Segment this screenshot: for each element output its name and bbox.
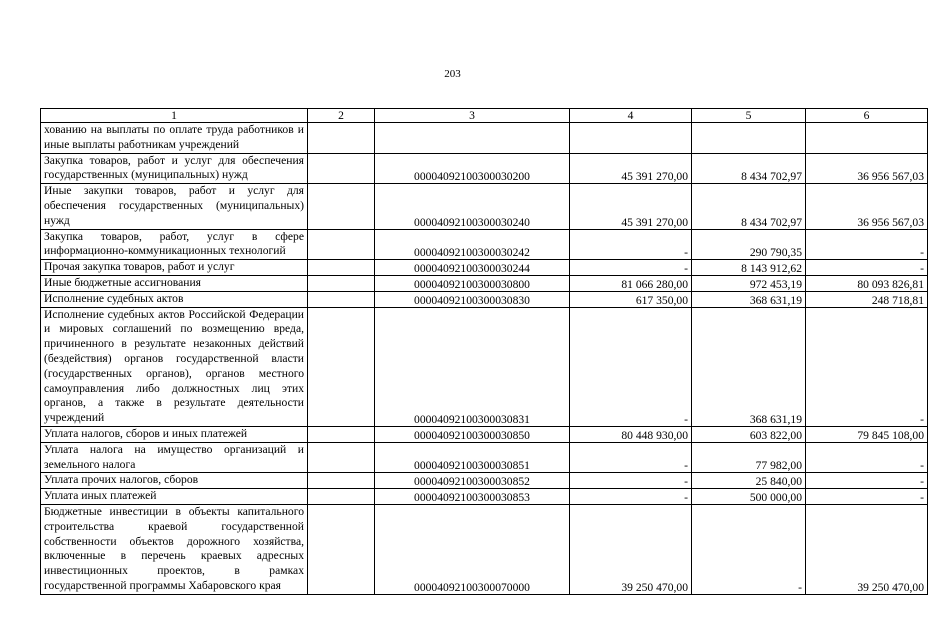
row-value-4: 45 391 270,00 xyxy=(570,184,692,229)
row-value-5: 500 000,00 xyxy=(692,489,806,505)
row-value-4: - xyxy=(570,229,692,260)
row-value-5: 25 840,00 xyxy=(692,473,806,489)
row-value-4: 45 391 270,00 xyxy=(570,153,692,184)
row-name: Иные бюджетные ассигнования xyxy=(41,275,308,291)
column-header-3: 3 xyxy=(375,109,570,123)
row-name: Уплата налогов, сборов и иных платежей xyxy=(41,426,308,442)
row-name: Закупка товаров, работ и услуг для обеспечения государственных (муниципальных) нужд xyxy=(41,153,308,184)
row-value-5: 77 982,00 xyxy=(692,442,806,473)
row-value-4: 39 250 470,00 xyxy=(570,504,692,594)
table-row xyxy=(41,442,928,473)
row-value-6 xyxy=(806,123,928,154)
row-value-6: - xyxy=(806,473,928,489)
row-name: Иные закупки товаров, работ и услуг для обеспечения государственных (муниципальных) нужд xyxy=(41,184,308,229)
budget-table xyxy=(40,108,928,595)
row-name: Прочая закупка товаров, работ и услуг xyxy=(41,260,308,276)
row-value-6: 36 956 567,03 xyxy=(806,184,928,229)
row-value-4: 80 448 930,00 xyxy=(570,426,692,442)
row-value-4: 81 066 280,00 xyxy=(570,275,692,291)
row-value-6: 248 718,81 xyxy=(806,291,928,307)
row-name: хованию на выплаты по оплате труда работников и иные выплаты работникам учреждений xyxy=(41,123,308,154)
row-value-6: - xyxy=(806,260,928,276)
row-code: 00004092100300030851 xyxy=(375,442,570,473)
row-name: Бюджетные инвестиции в объекты капитального строительства краевой государственной собственности объектов дорожного хозяйства, включенные в перечень краевых адресных инвестиционных проектов, в рамках государственной программы Хабаровского края xyxy=(41,504,308,594)
row-value-5: 290 790,35 xyxy=(692,229,806,260)
row-value-5: 603 822,00 xyxy=(692,426,806,442)
row-col2 xyxy=(308,260,375,276)
table-row xyxy=(41,153,928,184)
table-row xyxy=(41,504,928,594)
row-value-4: 617 350,00 xyxy=(570,291,692,307)
row-value-4: - xyxy=(570,489,692,505)
row-name: Исполнение судебных актов xyxy=(41,291,308,307)
row-value-5 xyxy=(692,123,806,154)
column-header-1: 1 xyxy=(41,109,308,123)
row-value-5: - xyxy=(692,504,806,594)
row-col2 xyxy=(308,229,375,260)
row-code: 00004092100300030244 xyxy=(375,260,570,276)
column-header-5: 5 xyxy=(692,109,806,123)
row-col2 xyxy=(308,307,375,426)
row-code: 00004092100300030830 xyxy=(375,291,570,307)
page-number: 203 xyxy=(444,68,461,80)
table-row xyxy=(41,260,928,276)
row-value-5: 8 434 702,97 xyxy=(692,184,806,229)
row-code: 00004092100300030240 xyxy=(375,184,570,229)
row-name: Уплата налога на имущество организаций и земельного налога xyxy=(41,442,308,473)
table-row xyxy=(41,489,928,505)
row-value-6: 36 956 567,03 xyxy=(806,153,928,184)
row-value-4 xyxy=(570,123,692,154)
row-name: Исполнение судебных актов Российской Федерации и мировых соглашений по возмещению вреда, причиненного в результате незаконных действий (бездействия) органов государственной власти (государственных органов), органов местного самоуправления либо должностных лиц этих органов, а также в результате деятельности учреждений xyxy=(41,307,308,426)
row-value-4: - xyxy=(570,307,692,426)
row-value-6: - xyxy=(806,229,928,260)
row-col2 xyxy=(308,275,375,291)
row-col2 xyxy=(308,184,375,229)
row-code: 00004092100300030853 xyxy=(375,489,570,505)
table-row xyxy=(41,229,928,260)
row-code: 00004092100300030831 xyxy=(375,307,570,426)
row-code xyxy=(375,123,570,154)
table-row xyxy=(41,184,928,229)
column-header-6: 6 xyxy=(806,109,928,123)
table-row xyxy=(41,291,928,307)
row-value-6: - xyxy=(806,307,928,426)
row-value-6: 80 093 826,81 xyxy=(806,275,928,291)
table-row xyxy=(41,426,928,442)
header-row xyxy=(41,109,928,123)
row-value-4: - xyxy=(570,473,692,489)
row-col2 xyxy=(308,426,375,442)
table-row xyxy=(41,123,928,154)
row-value-5: 8 434 702,97 xyxy=(692,153,806,184)
row-name: Уплата прочих налогов, сборов xyxy=(41,473,308,489)
row-code: 00004092100300030800 xyxy=(375,275,570,291)
row-col2 xyxy=(308,123,375,154)
row-value-5: 368 631,19 xyxy=(692,307,806,426)
row-col2 xyxy=(308,153,375,184)
row-code: 00004092100300030852 xyxy=(375,473,570,489)
row-code: 00004092100300030850 xyxy=(375,426,570,442)
row-value-6: - xyxy=(806,489,928,505)
row-col2 xyxy=(308,473,375,489)
column-header-4: 4 xyxy=(570,109,692,123)
row-name: Уплата иных платежей xyxy=(41,489,308,505)
row-value-5: 368 631,19 xyxy=(692,291,806,307)
row-value-4: - xyxy=(570,260,692,276)
row-col2 xyxy=(308,291,375,307)
row-code: 00004092100300030200 xyxy=(375,153,570,184)
row-col2 xyxy=(308,504,375,594)
row-value-6: 39 250 470,00 xyxy=(806,504,928,594)
row-name: Закупка товаров, работ, услуг в сфере информационно-коммуникационных технологий xyxy=(41,229,308,260)
row-value-6: - xyxy=(806,442,928,473)
row-value-6: 79 845 108,00 xyxy=(806,426,928,442)
row-col2 xyxy=(308,442,375,473)
row-value-4: - xyxy=(570,442,692,473)
row-value-5: 972 453,19 xyxy=(692,275,806,291)
row-col2 xyxy=(308,489,375,505)
column-header-2: 2 xyxy=(308,109,375,123)
table-row xyxy=(41,473,928,489)
row-value-5: 8 143 912,62 xyxy=(692,260,806,276)
table-row xyxy=(41,275,928,291)
row-code: 00004092100300030242 xyxy=(375,229,570,260)
table-row xyxy=(41,307,928,426)
row-code: 00004092100300070000 xyxy=(375,504,570,594)
